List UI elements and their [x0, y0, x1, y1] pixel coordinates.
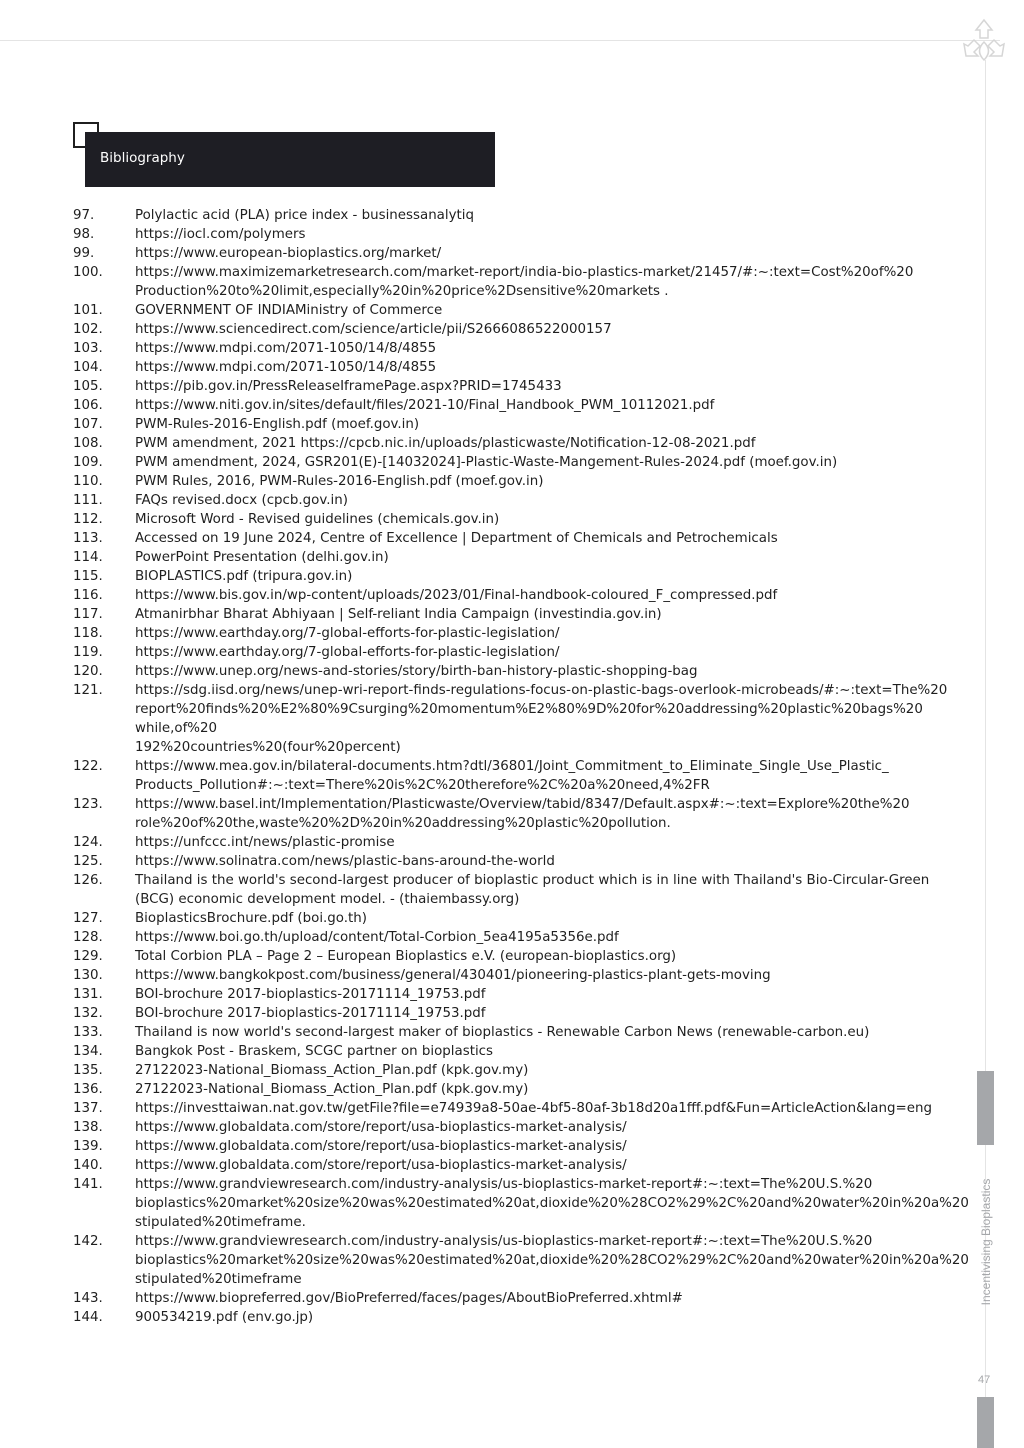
entry-text: Polylactic acid (PLA) price index - businessanalytiq	[135, 208, 475, 223]
bibliography-entry	[73, 871, 953, 909]
entry-number: 116.	[73, 588, 103, 603]
bibliography-entry	[73, 947, 953, 966]
entry-number: 126.	[73, 873, 103, 888]
entry-text: Atmanirbhar Bharat Abhiyaan | Self-reliant India Campaign (investindia.gov.in)	[135, 607, 662, 622]
entry-text: PWM Rules, 2016, PWM-Rules-2016-English.pdf (moef.gov.in)	[135, 474, 544, 489]
entry-text: https://www.mdpi.com/2071-1050/14/8/4855	[135, 341, 437, 356]
bibliography-entry	[73, 1137, 953, 1156]
bibliography-entry	[73, 605, 953, 624]
entry-number: 130.	[73, 968, 103, 983]
entry-text: 27122023-National_Biomass_Action_Plan.pdf (kpk.gov.my)	[135, 1063, 529, 1078]
bibliography-entry	[73, 662, 953, 681]
bibliography-entry	[73, 1061, 953, 1080]
entry-text: https://sdg.iisd.org/news/unep-wri-report-finds-regulations-focus-on-plastic-bags-overlook-microbeads/#:~:text=The%20 report%20finds%20%E2%80%9Csurging%20momentum%E2%80%9D%20for%20addressing%20plastic%20bags%20 while,of%20 192%20countries%20(four%20percent)	[135, 683, 948, 755]
entry-text: 900534219.pdf (env.go.jp)	[135, 1310, 314, 1325]
entry-text: Thailand is now world's second-largest maker of bioplastics - Renewable Carbon News (renewable-carbon.eu)	[135, 1025, 870, 1040]
entry-number: 113.	[73, 531, 103, 546]
bibliography-entry	[73, 681, 953, 757]
entry-number: 136.	[73, 1082, 103, 1097]
bibliography-entry	[73, 1080, 953, 1099]
entry-number: 142.	[73, 1234, 103, 1249]
bibliography-entry	[73, 396, 953, 415]
entry-text: PWM amendment, 2021 https://cpcb.nic.in/uploads/plasticwaste/Notification-12-08-2021.pdf	[135, 436, 756, 451]
bibliography-entry	[73, 1042, 953, 1061]
entry-text: https://www.globaldata.com/store/report/usa-bioplastics-market-analysis/	[135, 1139, 627, 1154]
entry-text: https://www.sciencedirect.com/science/article/pii/S2666086522000157	[135, 322, 612, 337]
entry-text: BOI-brochure 2017-bioplastics-20171114_19753.pdf	[135, 1006, 486, 1021]
entry-text: BOI-brochure 2017-bioplastics-20171114_19753.pdf	[135, 987, 486, 1002]
bibliography-entry	[73, 966, 953, 985]
entry-number: 134.	[73, 1044, 103, 1059]
entry-number: 139.	[73, 1139, 103, 1154]
entry-number: 100.	[73, 265, 103, 280]
entry-text: https://www.mea.gov.in/bilateral-documents.htm?dtl/36801/Joint_Commitment_to_Eliminate_Single_Use_Plastic_ Products_Pollution#:~:text=There%20is%2C%20therefore%2C%20a%20need,4%2FR	[135, 759, 889, 793]
entry-text: https://www.niti.gov.in/sites/default/files/2021-10/Final_Handbook_PWM_10112021.pdf	[135, 398, 715, 413]
bibliography-list	[73, 206, 969, 1327]
entry-text: https://www.mdpi.com/2071-1050/14/8/4855	[135, 360, 437, 375]
bibliography-entry	[73, 472, 953, 491]
entry-text: GOVERNMENT OF INDIAMinistry of Commerce	[135, 303, 443, 318]
entry-text: https://www.bis.gov.in/wp-content/uploads/2023/01/Final-handbook-coloured_F_compressed.pdf	[135, 588, 778, 603]
entry-text: https://investtaiwan.nat.gov.tw/getFile?file=e74939a8-50ae-4bf5-80af-3b18d20a1fff.pdf&Fun=ArticleAction&lang=eng	[135, 1101, 932, 1116]
section-title: Bibliography	[100, 150, 185, 166]
sidebar-accent-bar-bottom	[977, 1397, 994, 1448]
entry-text: FAQs revised.docx (cpcb.gov.in)	[135, 493, 348, 508]
bibliography-entry	[73, 244, 953, 263]
entry-number: 141.	[73, 1177, 103, 1192]
entry-text: https://unfccc.int/news/plastic-promise	[135, 835, 395, 850]
bibliography-entry	[73, 263, 953, 301]
bibliography-entry	[73, 1175, 969, 1232]
entry-text: https://www.boi.go.th/upload/content/Total-Corbion_5ea4195a5356e.pdf	[135, 930, 619, 945]
bibliography-entry	[73, 529, 953, 548]
bibliography-entry	[73, 548, 953, 567]
entry-text: https://www.earthday.org/7-global-efforts-for-plastic-legislation/	[135, 645, 560, 660]
entry-number: 115.	[73, 569, 103, 584]
entry-text: Total Corbion PLA – Page 2 – European Bioplastics e.V. (european-bioplastics.org)	[135, 949, 677, 964]
entry-number: 102.	[73, 322, 103, 337]
entry-text: https://www.european-bioplastics.org/market/	[135, 246, 442, 261]
bibliography-entry	[73, 1232, 969, 1289]
entry-text: https://www.globaldata.com/store/report/usa-bioplastics-market-analysis/	[135, 1120, 627, 1135]
entry-number: 101.	[73, 303, 103, 318]
entry-text: https://www.maximizemarketresearch.com/market-report/india-bio-plastics-market/21457/#:~:text=Cost%20of%20 Production%20to%20limit,especially%20in%20price%2Dsensitive%20markets .	[135, 265, 914, 299]
top-rule	[0, 40, 1000, 41]
bibliography-entry	[73, 1289, 953, 1308]
entry-number: 123.	[73, 797, 103, 812]
entry-number: 129.	[73, 949, 103, 964]
bibliography-entry	[73, 1308, 953, 1327]
entry-text: Microsoft Word - Revised guidelines (chemicals.gov.in)	[135, 512, 500, 527]
entry-number: 132.	[73, 1006, 103, 1021]
bibliography-entry	[73, 928, 953, 947]
entry-number: 108.	[73, 436, 103, 451]
entry-text: PowerPoint Presentation (delhi.gov.in)	[135, 550, 389, 565]
entry-number: 103.	[73, 341, 103, 356]
bibliography-entry	[73, 1099, 953, 1118]
bibliography-entry	[73, 434, 953, 453]
bibliography-entry	[73, 301, 953, 320]
bibliography-entry	[73, 377, 953, 396]
entry-number: 99.	[73, 246, 95, 261]
entry-text: BIOPLASTICS.pdf (tripura.gov.in)	[135, 569, 353, 584]
entry-text: https://www.solinatra.com/news/plastic-bans-around-the-world	[135, 854, 555, 869]
entry-number: 97.	[73, 208, 95, 223]
entry-text: https://www.grandviewresearch.com/industry-analysis/us-bioplastics-market-report#:~:text=The%20U.S.%20 bioplastics%20market%20size%20was%20estimated%20at,dioxide%20%28CO2%29%2C%20and%20water%20in%20a%20 stipulated%20timeframe	[135, 1234, 969, 1287]
bibliography-entry	[73, 586, 953, 605]
entry-number: 105.	[73, 379, 103, 394]
entry-number: 143.	[73, 1291, 103, 1306]
leaf-recycle-logo-icon	[958, 16, 1010, 64]
entry-text: PWM amendment, 2024, GSR201(E)-[14032024]-Plastic-Waste-Mangement-Rules-2024.pdf (moef.gov.in)	[135, 455, 838, 470]
entry-number: 119.	[73, 645, 103, 660]
bibliography-entry	[73, 453, 953, 472]
bibliography-entry	[73, 225, 953, 244]
entry-number: 124.	[73, 835, 103, 850]
entry-number: 127.	[73, 911, 103, 926]
bibliography-entry	[73, 510, 953, 529]
entry-text: PWM-Rules-2016-English.pdf (moef.gov.in)	[135, 417, 420, 432]
page-number: 47	[978, 1374, 991, 1386]
entry-number: 111.	[73, 493, 103, 508]
entry-text: BioplasticsBrochure.pdf (boi.go.th)	[135, 911, 367, 926]
entry-number: 109.	[73, 455, 103, 470]
entry-text: https://www.biopreferred.gov/BioPreferred/faces/pages/AboutBioPreferred.xhtml#	[135, 1291, 683, 1306]
entry-text: Accessed on 19 June 2024, Centre of Excellence | Department of Chemicals and Petrochemicals	[135, 531, 778, 546]
bibliography-entry	[73, 206, 953, 225]
entry-number: 137.	[73, 1101, 103, 1116]
bibliography-entry	[73, 358, 953, 377]
entry-text: https://iocl.com/polymers	[135, 227, 306, 242]
bibliography-entry	[73, 624, 953, 643]
entry-number: 122.	[73, 759, 103, 774]
entry-number: 140.	[73, 1158, 103, 1173]
sidebar-label: Incentivising Bioplastics	[979, 1178, 993, 1306]
entry-number: 138.	[73, 1120, 103, 1135]
bibliography-entry	[73, 643, 953, 662]
entry-text: https://www.earthday.org/7-global-efforts-for-plastic-legislation/	[135, 626, 560, 641]
entry-number: 135.	[73, 1063, 103, 1078]
bibliography-entry	[73, 833, 953, 852]
entry-text: https://www.basel.int/Implementation/Plasticwaste/Overview/tabid/8347/Default.aspx#:~:text=Explore%20the%20 role%20of%20the,waste%20%2D%20in%20addressing%20plastic%20pollution.	[135, 797, 910, 831]
entry-number: 106.	[73, 398, 103, 413]
section-header	[85, 132, 495, 187]
bibliography-entry	[73, 795, 953, 833]
bibliography-entry	[73, 320, 953, 339]
entry-text: https://pib.gov.in/PressReleaseIframePage.aspx?PRID=1745433	[135, 379, 562, 394]
bibliography-entry	[73, 909, 953, 928]
entry-number: 114.	[73, 550, 103, 565]
entry-number: 118.	[73, 626, 103, 641]
bibliography-entry	[73, 415, 953, 434]
bibliography-entry	[73, 757, 953, 795]
bibliography-entry	[73, 567, 953, 586]
entry-text: https://www.grandviewresearch.com/industry-analysis/us-bioplastics-market-report#:~:text=The%20U.S.%20 bioplastics%20market%20size%20was%20estimated%20at,dioxide%20%28CO2%29%2C%20and%20water%20in%20a%20 stipulated%20timeframe.	[135, 1177, 969, 1230]
entry-number: 110.	[73, 474, 103, 489]
entry-number: 125.	[73, 854, 103, 869]
bibliography-entry	[73, 1156, 953, 1175]
sidebar-accent-bar	[977, 1071, 994, 1145]
entry-number: 120.	[73, 664, 103, 679]
entry-number: 121.	[73, 683, 103, 698]
bibliography-entry	[73, 985, 953, 1004]
entry-number: 128.	[73, 930, 103, 945]
entry-number: 133.	[73, 1025, 103, 1040]
bibliography-entry	[73, 491, 953, 510]
bibliography-entry	[73, 1118, 953, 1137]
entry-text: https://www.unep.org/news-and-stories/story/birth-ban-history-plastic-shopping-bag	[135, 664, 698, 679]
entry-number: 112.	[73, 512, 103, 527]
entry-number: 98.	[73, 227, 95, 242]
entry-text: https://www.bangkokpost.com/business/general/430401/pioneering-plastics-plant-gets-moving	[135, 968, 771, 983]
bibliography-entry	[73, 1023, 953, 1042]
bibliography-entry	[73, 339, 953, 358]
bibliography-entry	[73, 1004, 953, 1023]
entry-text: https://www.globaldata.com/store/report/usa-bioplastics-market-analysis/	[135, 1158, 627, 1173]
entry-number: 107.	[73, 417, 103, 432]
entry-text: Bangkok Post - Braskem, SCGC partner on bioplastics	[135, 1044, 494, 1059]
entry-text: Thailand is the world's second-largest producer of bioplastic product which is in line with Thailand's Bio-Circular-Green (BCG) economic development model. - (thaiembassy.org)	[135, 873, 930, 907]
entry-number: 104.	[73, 360, 103, 375]
entry-text: 27122023-National_Biomass_Action_Plan.pdf (kpk.gov.my)	[135, 1082, 529, 1097]
bibliography-entry	[73, 852, 953, 871]
entry-number: 131.	[73, 987, 103, 1002]
entry-number: 144.	[73, 1310, 103, 1325]
entry-number: 117.	[73, 607, 103, 622]
